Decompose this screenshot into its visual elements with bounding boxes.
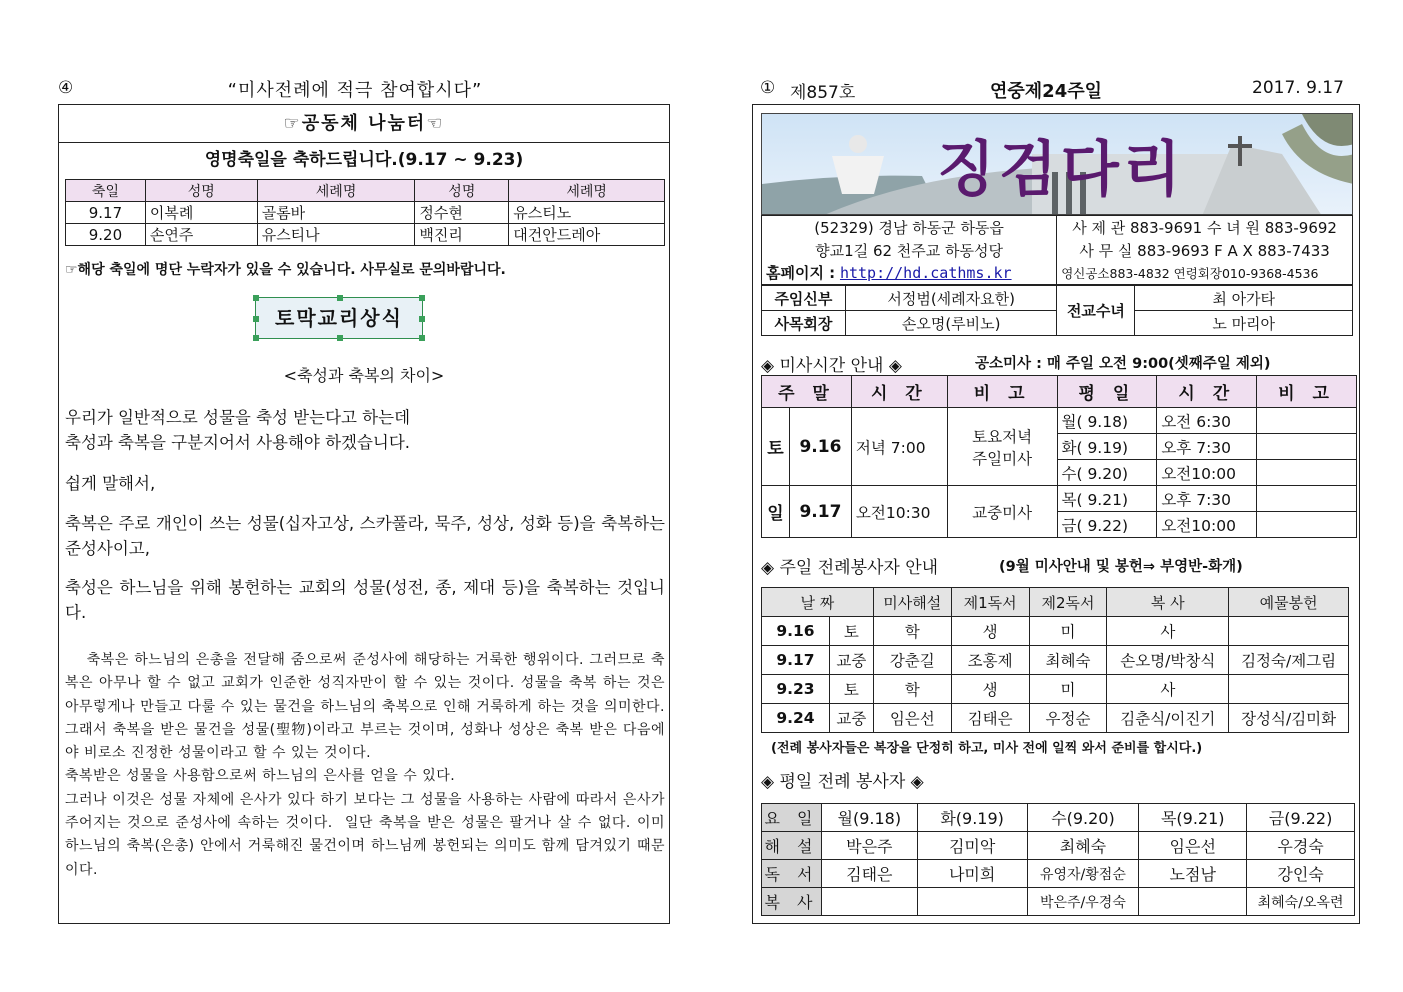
column-header: 요 일 xyxy=(762,804,822,832)
table-row xyxy=(762,860,1355,888)
table-cell: 노점남 xyxy=(1139,860,1247,888)
mass-schedule-table xyxy=(761,375,1357,538)
selection-handle-icon xyxy=(253,316,259,322)
table-cell xyxy=(1139,888,1247,916)
table-row xyxy=(762,408,1357,434)
staff-name: 노 마리아 xyxy=(1135,311,1353,336)
table-row xyxy=(66,224,665,246)
table-header-row xyxy=(762,804,1355,832)
table-cell: 김춘식/이진기 xyxy=(1107,704,1229,733)
table-cell: 9.20 xyxy=(66,224,146,246)
table-cell: 9.17 xyxy=(66,202,146,224)
weekday-servers-table xyxy=(761,803,1355,916)
staff-name: 최 아가타 xyxy=(1135,286,1353,311)
table-cell: 9.16 xyxy=(762,617,830,646)
column-header: 날 짜 xyxy=(762,588,874,617)
contact-line: 사 제 관 883-9691 수 녀 원 883-9692 xyxy=(1057,216,1353,239)
column-header: 성명 xyxy=(415,180,509,202)
weekday-day: 화( 9.19) xyxy=(1057,434,1157,460)
catechism-badge-label: 토막교리상식 xyxy=(275,306,403,330)
table-cell: 강춘길 xyxy=(873,646,951,675)
table-cell: 박은주 xyxy=(821,832,917,860)
weekday-time: 오전 6:30 xyxy=(1157,408,1257,434)
column-header: 예물봉헌 xyxy=(1229,588,1349,617)
weekend-time: 오전10:30 xyxy=(851,486,947,538)
weekday-time: 오후 7:30 xyxy=(1157,486,1257,512)
table-cell xyxy=(821,888,917,916)
table-cell: 김미악 xyxy=(917,832,1027,860)
table-cell: 교중 xyxy=(829,646,873,675)
column-header: 축일 xyxy=(66,180,146,202)
weekday-day: 금( 9.22) xyxy=(1057,512,1157,538)
weekend-time: 저녁 7:00 xyxy=(851,408,947,486)
table-cell: 강인숙 xyxy=(1247,860,1355,888)
table-cell: 정수현 xyxy=(415,202,509,224)
table-row xyxy=(762,704,1349,733)
table-cell: 유스티노 xyxy=(509,202,665,224)
table-cell: 학 xyxy=(873,675,951,704)
weekday-note xyxy=(1257,434,1357,460)
table-cell: 미 xyxy=(1029,617,1107,646)
table-cell: 9.23 xyxy=(762,675,830,704)
column-header: 목(9.21) xyxy=(1139,804,1247,832)
bulletin-date: 2017. 9.17 xyxy=(1252,78,1344,98)
homepage-row xyxy=(762,262,1057,285)
row-label: 복 사 xyxy=(762,888,822,916)
article-subtitle: <축성과 축복의 차이> xyxy=(283,366,445,385)
table-row xyxy=(762,888,1355,916)
column-header: 세례명 xyxy=(257,180,415,202)
table-cell: 유영자/황점순 xyxy=(1027,860,1139,888)
column-header: 미사해설 xyxy=(873,588,951,617)
left-slogan: “미사전례에 적극 참여합시다” xyxy=(227,80,483,101)
column-header: 월(9.18) xyxy=(821,804,917,832)
table-cell: 임은선 xyxy=(873,704,951,733)
parish-staff-table xyxy=(761,285,1353,336)
weekend-note-line: 토요저녁 xyxy=(972,427,1033,446)
table-cell: 미 xyxy=(1029,675,1107,704)
servers-footnote: (전례 봉사자들은 복장을 단정히 하고, 미사 전에 일찍 와서 준비를 합시다.) xyxy=(771,741,1203,756)
table-cell: 생 xyxy=(951,617,1029,646)
column-header: 금(9.22) xyxy=(1247,804,1355,832)
table-row xyxy=(762,675,1349,704)
sunday-servers-title: ◈ 주일 전례봉사자 안내 xyxy=(761,558,939,578)
staff-label: 전교수녀 xyxy=(1057,286,1135,336)
column-header: 제2독서 xyxy=(1029,588,1107,617)
article-paragraph: 우리가 일반적으로 성물을 축성 받는다고 하는데 축성과 축복을 구분지어서 사용해야 하겠습니다. xyxy=(65,408,411,452)
right-page-number: ① xyxy=(760,78,776,98)
table-cell xyxy=(1229,675,1349,704)
row-label: 독 서 xyxy=(762,860,822,888)
staff-label: 사목회장 xyxy=(762,311,846,336)
table-cell: 교중 xyxy=(829,704,873,733)
sunday-servers-table xyxy=(761,587,1349,733)
table-cell: 골롬바 xyxy=(257,202,415,224)
column-header: 비 고 xyxy=(1257,376,1357,408)
table-cell: 장성식/김미화 xyxy=(1229,704,1349,733)
table-cell: 조홍제 xyxy=(951,646,1029,675)
table-cell: 최혜숙 xyxy=(1029,646,1107,675)
feast-notice: ☞해당 축일에 명단 누락자가 있을 수 있습니다. 사무실로 문의바랍니다. xyxy=(65,262,506,278)
weekday-time: 오전10:00 xyxy=(1157,512,1257,538)
banner-image xyxy=(761,113,1353,215)
table-cell: 사 xyxy=(1107,617,1229,646)
weekend-note: 교중미사 xyxy=(947,486,1057,538)
table-header-row xyxy=(762,588,1349,617)
table-cell: 유스티나 xyxy=(257,224,415,246)
table-cell: 최혜숙 xyxy=(1027,832,1139,860)
mass-schedule-title: ◈ 미사시간 안내 ◈ xyxy=(761,356,902,376)
selection-handle-icon xyxy=(337,295,343,301)
selection-handle-icon xyxy=(337,335,343,341)
address-line: 향교1길 62 천주교 하동성당 xyxy=(762,239,1057,262)
table-cell: 토 xyxy=(829,617,873,646)
contact-line: 사 무 실 883-9693 F A X 883-7433 xyxy=(1057,239,1353,262)
selection-handle-icon xyxy=(419,335,425,341)
table-row xyxy=(762,832,1355,860)
bulletin-title: 징검다리 xyxy=(937,135,1185,205)
column-header: 비 고 xyxy=(947,376,1057,408)
catechism-badge xyxy=(255,297,423,339)
section-header: ☞공동체 나눔터☜ xyxy=(59,105,669,143)
liturgical-sunday: 연중제24주일 xyxy=(990,81,1102,102)
table-cell: 나미희 xyxy=(917,860,1027,888)
weekend-day: 일 xyxy=(762,486,790,538)
mission-mass-note: 공소미사 : 매 주일 오전 9:00(셋째주일 제외) xyxy=(975,356,1271,372)
selection-handle-icon xyxy=(253,295,259,301)
weekday-servers-title: ◈ 평일 전례 봉사자 ◈ xyxy=(761,772,924,792)
article-paragraph: 쉽게 말해서, xyxy=(65,474,156,493)
weekday-note xyxy=(1257,486,1357,512)
selection-handle-icon xyxy=(419,295,425,301)
column-header: 성명 xyxy=(145,180,257,202)
issue-number: 제857호 xyxy=(790,83,856,103)
weekday-note xyxy=(1257,460,1357,486)
row-label: 해 설 xyxy=(762,832,822,860)
column-header: 시 간 xyxy=(1157,376,1257,408)
bulletin-front-box xyxy=(752,104,1360,924)
column-header: 평 일 xyxy=(1057,376,1157,408)
weekend-note xyxy=(947,408,1057,486)
weekend-note-line: 주일미사 xyxy=(972,449,1033,468)
weekday-day: 목( 9.21) xyxy=(1057,486,1157,512)
table-cell xyxy=(917,888,1027,916)
table-cell: 김태은 xyxy=(821,860,917,888)
parish-info-table xyxy=(761,215,1353,285)
table-cell: 손오명/박창식 xyxy=(1107,646,1229,675)
contact-line: 영신공소883-4832 연령회장010-9368-4536 xyxy=(1057,262,1353,285)
left-page-number: ④ xyxy=(58,78,74,98)
article-paragraph: 축성은 하느님을 위해 봉헌하는 교회의 성물(성전, 종, 제대 등)을 축복하는 것입니다. xyxy=(65,578,665,622)
table-cell: 김정숙/제그림 xyxy=(1229,646,1349,675)
column-header: 주 말 xyxy=(762,376,852,408)
table-cell: 생 xyxy=(951,675,1029,704)
homepage-label: 홈페이지 : xyxy=(766,264,836,283)
table-cell: 손연주 xyxy=(145,224,257,246)
address-line: (52329) 경남 하동군 하동읍 xyxy=(762,216,1057,239)
table-cell: 학 xyxy=(873,617,951,646)
table-cell: 9.24 xyxy=(762,704,830,733)
weekday-time: 오후 7:30 xyxy=(1157,434,1257,460)
weekday-note xyxy=(1257,408,1357,434)
table-cell: 9.17 xyxy=(762,646,830,675)
table-cell: 우정순 xyxy=(1029,704,1107,733)
weekend-date: 9.17 xyxy=(789,486,851,538)
weekday-day: 월( 9.18) xyxy=(1057,408,1157,434)
homepage-link[interactable]: http://hd.cathms.kr xyxy=(839,264,1012,283)
table-header-row xyxy=(762,376,1357,408)
community-sharing-box xyxy=(58,104,670,924)
staff-label: 주임신부 xyxy=(762,286,846,311)
table-cell xyxy=(1229,617,1349,646)
article-paragraph: 축복은 주로 개인이 쓰는 성물(십자고상, 스카풀라, 묵주, 성상, 성화 등)을 축복하는 준성사이고, xyxy=(65,514,665,558)
table-cell: 이복례 xyxy=(145,202,257,224)
column-header: 화(9.19) xyxy=(917,804,1027,832)
table-cell: 대건안드레아 xyxy=(509,224,665,246)
weekend-date: 9.16 xyxy=(789,408,851,486)
table-header-row xyxy=(66,180,665,202)
column-header: 제1독서 xyxy=(951,588,1029,617)
weekday-day: 수( 9.20) xyxy=(1057,460,1157,486)
staff-name: 손오명(루비노) xyxy=(845,311,1057,336)
article-body: 축복은 하느님의 은총을 전달해 줌으로써 준성사에 해당하는 거룩한 행위이다. 그러므로 축복은 아무나 할 수 없고 교회가 인준한 성직자만이 할 수 있는 것이다. 성물을 축복 하는 것은 아무렇게나 만들고 다룰 수 있는 물건을 하느님의 축복으로 인해 거룩하게 하는 것을 의미한다. 그래서 축복을 받은 물건을 성물(聖物)이라고 부르는 것이며, 성화나 성상은 축복 받은 다음에야 비로소 진정한 성물이라고 할 수 있는 것이다. 축복받은 성물을 사용함으로써 하느님의 은사를 얻을 수 있다. 그러나 이것은 성물 자체에 은사가 있다 하기 보다는 그 성물을 사용하는 사람에 따라서 은사가 주어지는 것으로 준성사에 속하는 것이다. 일단 축복을 받은 성물은 팔거나 살 수 없다. 이미 하느님의 축복(은총) 안에서 거룩해진 물건이며 하느님께 봉헌되는 의미도 함께 담겨있기 때문이다. xyxy=(65,652,665,878)
column-header: 시 간 xyxy=(851,376,947,408)
weekday-time: 오전10:00 xyxy=(1157,460,1257,486)
table-row xyxy=(762,646,1349,675)
table-cell: 임은선 xyxy=(1139,832,1247,860)
column-header: 수(9.20) xyxy=(1027,804,1139,832)
weekend-day: 토 xyxy=(762,408,790,486)
table-cell: 우경숙 xyxy=(1247,832,1355,860)
table-cell: 사 xyxy=(1107,675,1229,704)
weekday-note xyxy=(1257,512,1357,538)
sunday-servers-note: (9월 미사안내 및 봉헌⇒ 부영반-화개) xyxy=(999,559,1243,575)
column-header: 세례명 xyxy=(509,180,665,202)
feast-day-table xyxy=(65,179,665,246)
table-row xyxy=(762,486,1357,512)
feast-title: 영명축일을 축하드립니다.(9.17 ~ 9.23) xyxy=(204,150,524,170)
table-cell: 김태은 xyxy=(951,704,1029,733)
table-cell: 박은주/우경숙 xyxy=(1027,888,1139,916)
column-header: 복 사 xyxy=(1107,588,1229,617)
selection-handle-icon xyxy=(253,335,259,341)
table-cell: 백진리 xyxy=(415,224,509,246)
table-cell: 토 xyxy=(829,675,873,704)
staff-name: 서정범(세례자요한) xyxy=(845,286,1057,311)
table-row xyxy=(66,202,665,224)
selection-handle-icon xyxy=(419,316,425,322)
table-row xyxy=(762,617,1349,646)
table-cell: 최혜숙/오옥련 xyxy=(1247,888,1355,916)
